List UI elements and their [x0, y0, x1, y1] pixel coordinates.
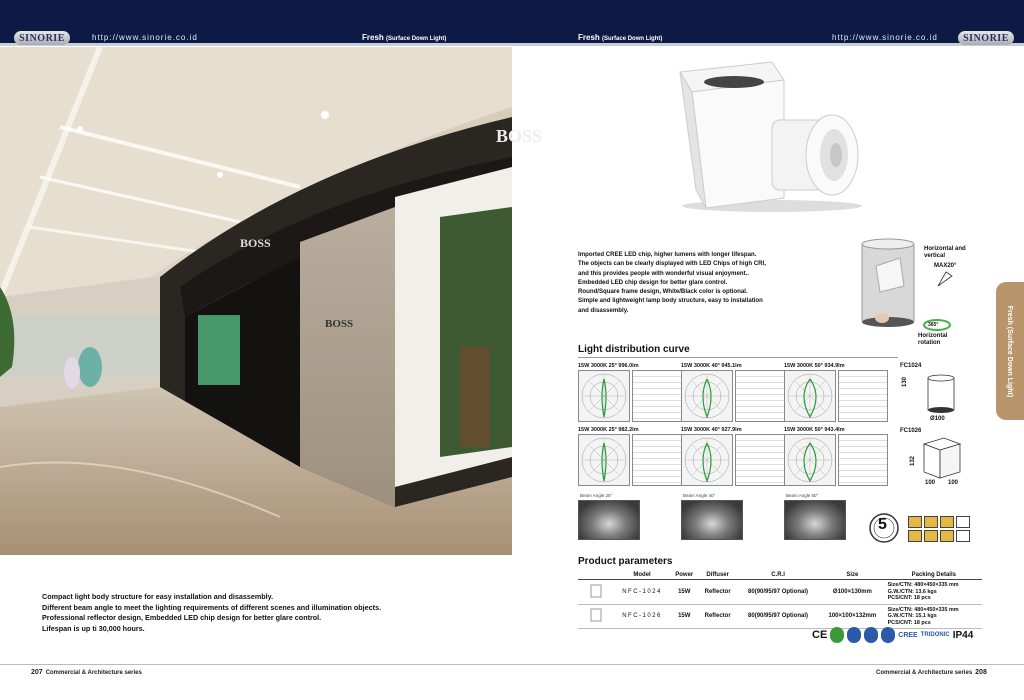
category-side-tab[interactable] [996, 282, 1024, 420]
fc1024-label: FC1024 [900, 363, 922, 369]
illuminance-table [632, 370, 682, 422]
product-description [578, 250, 808, 315]
model-cell: NFC-1026 [614, 604, 670, 629]
footer-left [28, 669, 142, 676]
packing-line: PCS/CNT: 18 pcs [887, 595, 931, 601]
packing-cell [886, 604, 982, 629]
description-line: and this provides people with wonderful visual enjoyment.. [578, 269, 749, 277]
description-line: and disassembly. [578, 306, 629, 314]
boss-sign-2: BOSS [325, 318, 354, 330]
feature-icon [956, 516, 970, 528]
left-features [42, 592, 502, 634]
description-line: Imported CREE LED chip, higher lumens with longer lifespan. [578, 251, 757, 258]
curve-label: 15W 3000K 25° 982.2lm [578, 427, 639, 433]
fc1026-width: 100 [925, 480, 936, 486]
header-title-left-main: Fresh [362, 33, 384, 42]
vertical-rotation-value: MAX20° [934, 263, 957, 269]
series-name-left: Commercial & Architecture series [45, 670, 142, 676]
tridonic-logo: TRIDONIC [920, 632, 950, 638]
packing-cell [886, 580, 982, 605]
fc1026-drawing [914, 436, 966, 486]
page-number-right: 208 [975, 669, 987, 676]
table-row [578, 580, 982, 605]
header-title-left [362, 33, 446, 42]
curve-label: 15W 3000K 40° 927.9lm [681, 427, 742, 433]
feature-icon [956, 530, 970, 542]
vertical-rotation-label: Horizontal and vertical [924, 246, 966, 259]
rotation-illustration [860, 236, 920, 336]
model-cell: NFC-1024 [614, 580, 670, 605]
column-header: C.R.I [737, 571, 819, 580]
diffuser-cell: Reflector [698, 580, 737, 605]
website-url-right[interactable]: http://www.sinorie.co.id [832, 33, 938, 42]
curve-label: 15W 3000K 50° 943.4lm [784, 427, 845, 433]
power-cell: 15W [670, 604, 698, 629]
illuminance-table [735, 370, 785, 422]
description-line: Round/Square frame design, White/Black color is optional. [578, 288, 748, 296]
packing-line: Size/CTN: 480×450×335 mm [887, 582, 959, 588]
rohs-icon [830, 627, 844, 643]
polar-diagram [578, 434, 630, 486]
curve-label: 15W 3000K 40° 945.1lm [681, 363, 742, 369]
column-header: Packing Details [886, 571, 982, 580]
page-number-left: 207 [31, 669, 43, 676]
description-line: Embedded LED chip design for better glare control. [578, 278, 728, 286]
feature-icon [924, 516, 938, 528]
illuminance-table [838, 370, 888, 422]
product-parameters-table [578, 571, 982, 629]
feature-icon [908, 516, 922, 528]
row-thumbnail [578, 604, 614, 629]
cert-seal-icon [847, 627, 861, 643]
product-parameters-title: Product parameters [578, 556, 673, 567]
section-rule [578, 357, 898, 359]
polar-diagram [784, 434, 836, 486]
header-title-right-main: Fresh [578, 33, 600, 42]
cri-cell: 80(90/95/97 Optional) [737, 604, 819, 629]
boss-sign-1: BOSS [240, 236, 271, 250]
cree-logo: CREE [898, 631, 918, 639]
fc1026-label: FC1026 [900, 428, 922, 434]
packing-line: Size/CTN: 480×450×335 mm [887, 606, 959, 613]
sinorie-logo-left: SINORIE [14, 31, 70, 45]
mall-scene [0, 47, 543, 555]
fc1024-drawing [910, 372, 960, 422]
beam-label: Beam Angle 50° [786, 493, 819, 498]
mall-storefront-photo [0, 47, 543, 555]
header-title-right [578, 33, 662, 42]
ip44-mark: IP44 [952, 629, 974, 641]
beam-preview-25 [578, 493, 640, 540]
boss-sign-3: BOSS [496, 126, 543, 146]
tilt-angle-icon [936, 270, 954, 288]
horizontal-rotation-label: Horizontal rotation [918, 333, 948, 346]
column-header: Size [819, 571, 885, 580]
feature-icon [940, 516, 954, 528]
beam-preview-40 [681, 493, 743, 540]
feature-icon [924, 530, 938, 542]
polar-diagram [681, 370, 733, 422]
footer-rule [0, 664, 1024, 665]
fc1024-height: 130 [902, 376, 908, 387]
beam-label: Beam Angle 25° [580, 493, 613, 498]
column-header: Power [670, 571, 698, 580]
table-row [578, 604, 982, 629]
fc1026-height: 132 [910, 455, 916, 466]
description-line: The objects can be clearly displayed with LED Chips of high CRI, [578, 260, 766, 268]
polar-diagram [784, 370, 836, 422]
horizontal-rotation-value: 365° [928, 322, 939, 328]
distribution-curve-4 [578, 427, 682, 487]
side-tab-label: Fresh (Surface Down Light) [1006, 305, 1014, 397]
left-feature-line: Professional reflector design, Embedded LED chip design for better glare control. [42, 613, 322, 622]
column-header: Model [614, 571, 670, 580]
feature-icon-grid [908, 516, 972, 542]
product-photo [662, 58, 872, 223]
website-url-left[interactable]: http://www.sinorie.co.id [92, 33, 198, 42]
footer-right [876, 669, 990, 676]
polar-diagram [681, 434, 733, 486]
series-name-right: Commercial & Architecture series [876, 670, 973, 676]
power-cell: 15W [670, 580, 698, 605]
cert-seal-icon-2 [864, 627, 878, 643]
distribution-curve-3 [784, 363, 888, 423]
feature-icon [908, 530, 922, 542]
header-title-right-sub: (Surface Down Light) [602, 36, 663, 42]
column-header: Diffuser [698, 571, 737, 580]
header-title-left-sub: (Surface Down Light) [386, 36, 447, 42]
polar-diagram [578, 370, 630, 422]
curve-label: 15W 3000K 50° 934.9lm [784, 363, 845, 369]
certification-row [812, 626, 973, 644]
description-line: Simple and lightweight lamp body structure, easy to installation [578, 297, 763, 305]
ce-mark: CE [812, 629, 828, 641]
top-band [0, 0, 1024, 30]
size-cell: 100×100×132mm [819, 604, 885, 629]
distribution-curve-2 [681, 363, 785, 423]
packing-line: PCS/CNT: 18 pcs [887, 619, 931, 626]
beam-preview-50 [784, 493, 846, 540]
distribution-curve-6 [784, 427, 888, 487]
curve-label: 15W 3000K 25° 996.0lm [578, 363, 639, 369]
left-feature-line: Compact light body structure for easy installation and disassembly. [42, 592, 274, 601]
warranty-years: 5 [878, 516, 887, 533]
size-cell: Ø100×130mm [819, 580, 885, 605]
left-feature-line: Lifespan is up ti 30,000 hours. [42, 623, 145, 633]
table-header-row [578, 571, 982, 580]
illuminance-table [735, 434, 785, 486]
illuminance-table [632, 434, 682, 486]
cri-cell: 80(90/95/97 Optional) [737, 580, 819, 605]
fc1026-depth: 100 [948, 480, 959, 486]
packing-line: G.W./CTN: 15.1 kgs [887, 613, 937, 619]
column-header-image [578, 571, 614, 580]
distribution-curve-1 [578, 363, 682, 423]
fc1024-diameter: Ø100 [930, 416, 945, 422]
left-feature-line: Different beam angle to meet the lighting requirements of different scenes and illumination objects. [42, 602, 382, 612]
cert-seal-icon-3 [881, 627, 895, 643]
feature-icon [940, 530, 954, 542]
illuminance-table [838, 434, 888, 486]
distribution-curve-5 [681, 427, 785, 487]
sinorie-logo-right: SINORIE [958, 31, 1014, 45]
packing-line: G.W./CTN: 13.6 kgs [887, 588, 937, 595]
light-distribution-title: Light distribution curve [578, 344, 690, 355]
row-thumbnail [578, 580, 614, 605]
beam-label: Beam Angle 40° [683, 493, 716, 498]
diffuser-cell: Reflector [698, 604, 737, 629]
